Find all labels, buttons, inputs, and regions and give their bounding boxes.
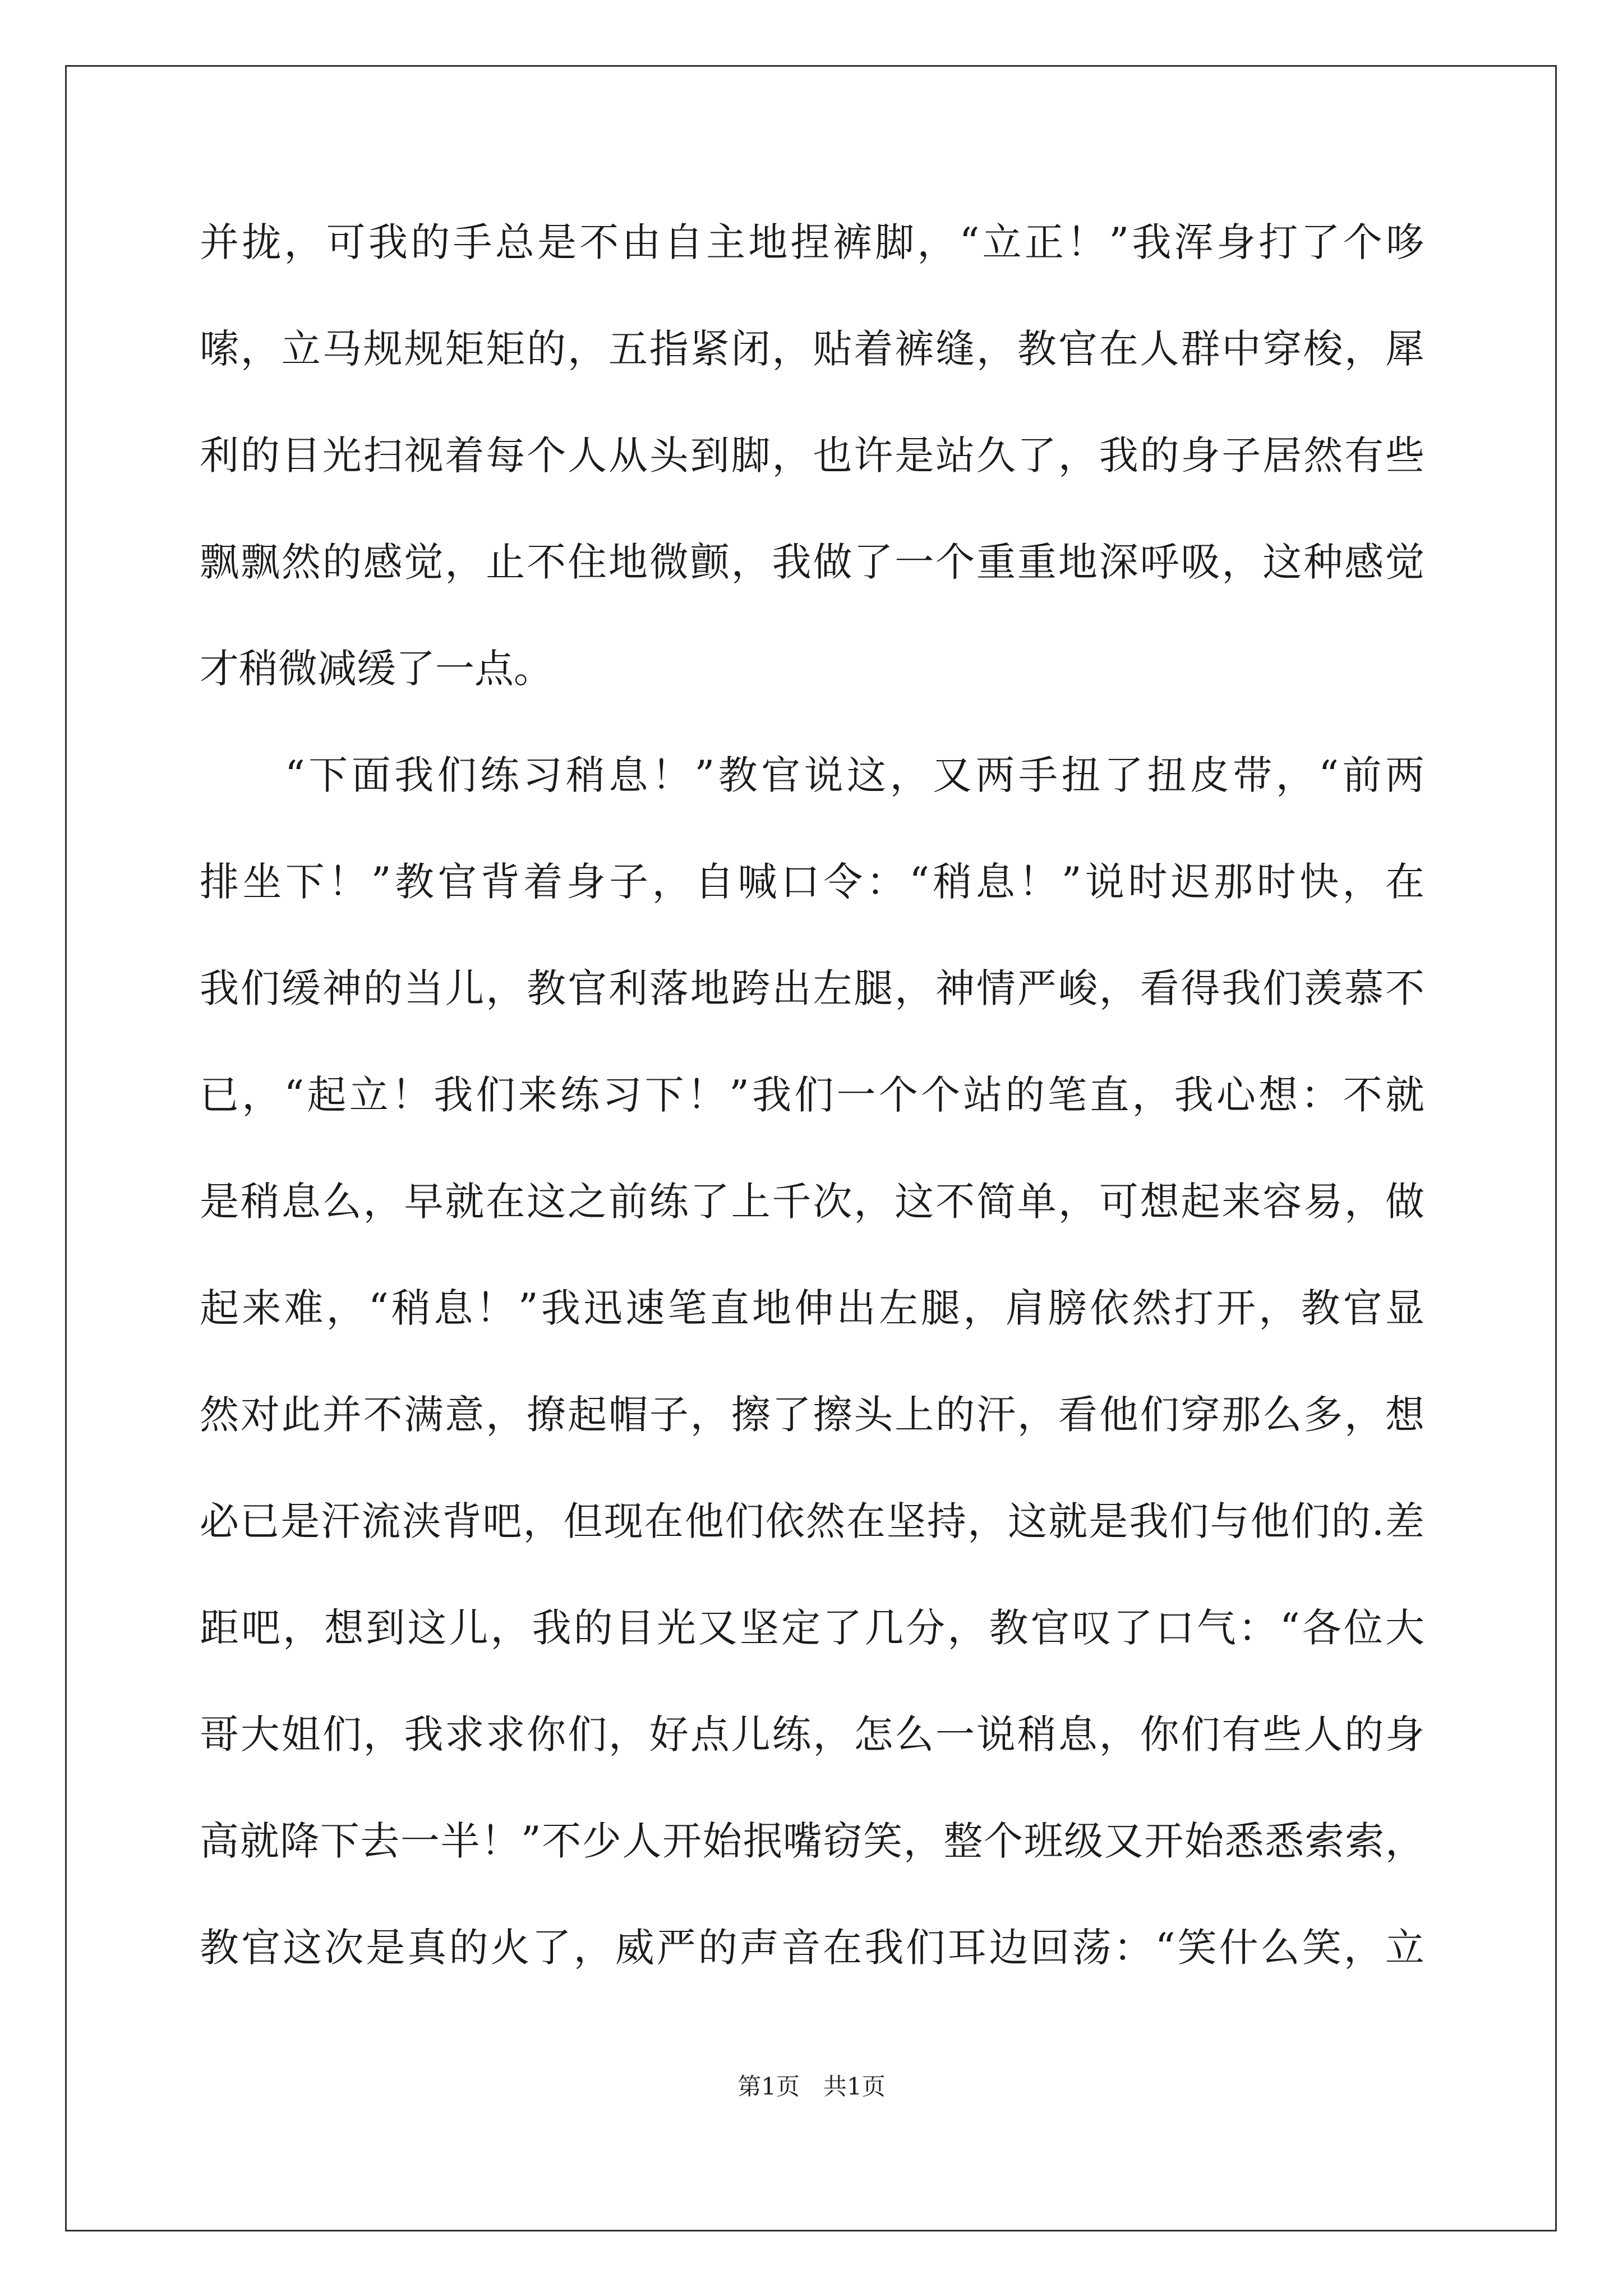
text-line: 教官这次是真的火了，威严的声音在我们耳边回荡：“笑什么笑，立 [200, 1925, 1424, 1971]
page-footer [0, 2070, 1623, 2104]
text-line: 利的目光扫视着每个人从头到脚，也许是站久了，我的身子居然有些 [200, 432, 1424, 478]
page-number-label: 第1页 共1页 [737, 2073, 886, 2100]
text-line: 排坐下！”教官背着身子，自喊口令：“稍息！”说时迟那时快，在 [200, 859, 1424, 905]
text-line: 嗦，立马规规矩矩的，五指紧闭，贴着裤缝，教官在人群中穿梭，犀 [200, 326, 1424, 372]
text-line: 才稍微减缓了一点。 [200, 646, 553, 692]
text-line: 是稍息么，早就在这之前练了上千次，这不简单，可想起来容易，做 [200, 1179, 1424, 1225]
text-line: “下面我们练习稍息！”教官说这，又两手扭了扭皮带，“前两 [285, 752, 1424, 798]
text-line: 已，“起立！我们来练习下！”我们一个个站的笔直，我心想：不就 [200, 1072, 1424, 1118]
paragraph-2 [200, 742, 1424, 2021]
text-line: 我们缓神的当儿，教官利落地跨出左腿，神情严峻，看得我们羡慕不 [200, 965, 1424, 1011]
text-line: 并拢，可我的手总是不由自主地捏裤脚，“立正！”我浑身打了个哆 [200, 219, 1424, 265]
document-body [200, 209, 1424, 2021]
text-line: 哥大姐们，我求求你们，好点儿练，怎么一说稍息，你们有些人的身 [200, 1711, 1424, 1757]
text-line: 飘飘然的感觉，止不住地微颤，我做了一个重重地深呼吸，这种感觉 [200, 539, 1424, 585]
text-line: 高就降下去一半！”不少人开始抿嘴窃笑，整个班级又开始悉悉索索， [200, 1818, 1424, 1864]
text-line: 必已是汗流浃背吧，但现在他们依然在坚持，这就是我们与他们的.差 [200, 1498, 1424, 1544]
text-line: 然对此并不满意，撩起帽子，擦了擦头上的汗，看他们穿那么多，想 [200, 1392, 1424, 1438]
paragraph-1 [200, 209, 1424, 742]
text-line: 起来难，“稍息！”我迅速笔直地伸出左腿，肩膀依然打开，教官显 [200, 1285, 1424, 1331]
text-line: 距吧，想到这儿，我的目光又坚定了几分，教官叹了口气：“各位大 [200, 1605, 1424, 1651]
